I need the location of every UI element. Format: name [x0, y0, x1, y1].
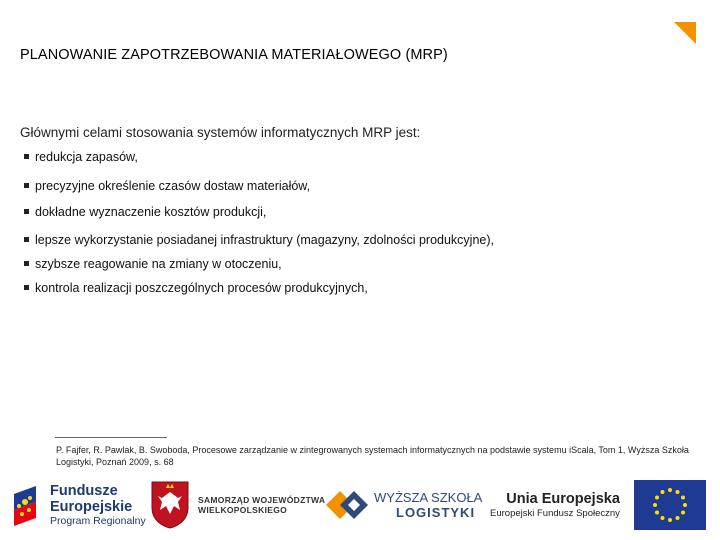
wielkopolska-coat-of-arms-icon [150, 480, 190, 530]
footnote-rule [55, 437, 167, 438]
unia-europejska-logo: Unia Europejska Europejski Fundusz Społeczny [490, 470, 706, 540]
bullet-square-icon [24, 183, 29, 188]
bullet-item: kontrola realizacji poszczególnych procesów produkcyjnych, [24, 281, 368, 295]
wielkopolska-logo: SAMORZĄD WOJEWÓDZTWA WIELKOPOLSKIEGO [150, 470, 325, 540]
fe-emblem-icon [8, 480, 42, 530]
wyzsza-szkola-logistyki-logo: WYŻSZA SZKOŁA LOGISTYKI [326, 470, 482, 540]
logo-bar [0, 470, 720, 540]
bullet-square-icon [24, 237, 29, 242]
footnote: P. Fajfer, R. Pawlak, B. Swoboda, Procesowe zarządzanie w zintegrowanych systemach informatycznych na podstawie systemu iScala, Tom 1, Wyższa Szkoła Logistyki, Poznań 2009, s. 68 [56, 445, 689, 467]
eu-flag-icon [634, 480, 706, 530]
bullet-item: lepsze wykorzystanie posiadanej infrastruktury (magazyny, zdolności produkcyjne), [24, 233, 494, 247]
bullet-item: precyzyjne określenie czasów dostaw materiałów, [24, 179, 310, 193]
intro-text: Głównymi celami stosowania systemów informatycznych MRP jest: [20, 125, 421, 140]
bullet-item: szybsze reagowanie na zmiany w otoczeniu, [24, 257, 282, 271]
wsl-emblem-icon [326, 486, 368, 524]
bullet-square-icon [24, 261, 29, 266]
bullet-square-icon [24, 209, 29, 214]
bullet-square-icon [24, 285, 29, 290]
bullet-item: redukcja zapasów, [24, 150, 138, 164]
bullet-square-icon [24, 154, 29, 159]
fundusze-europejskie-logo: Fundusze Europejskie Program Regionalny [8, 470, 146, 540]
bullet-item: dokładne wyznaczenie kosztów produkcji, [24, 205, 266, 219]
slide-title: PLANOWANIE ZAPOTRZEBOWANIA MATERIAŁOWEGO (MRP) [20, 47, 448, 63]
corner-triangle-icon [674, 22, 696, 44]
